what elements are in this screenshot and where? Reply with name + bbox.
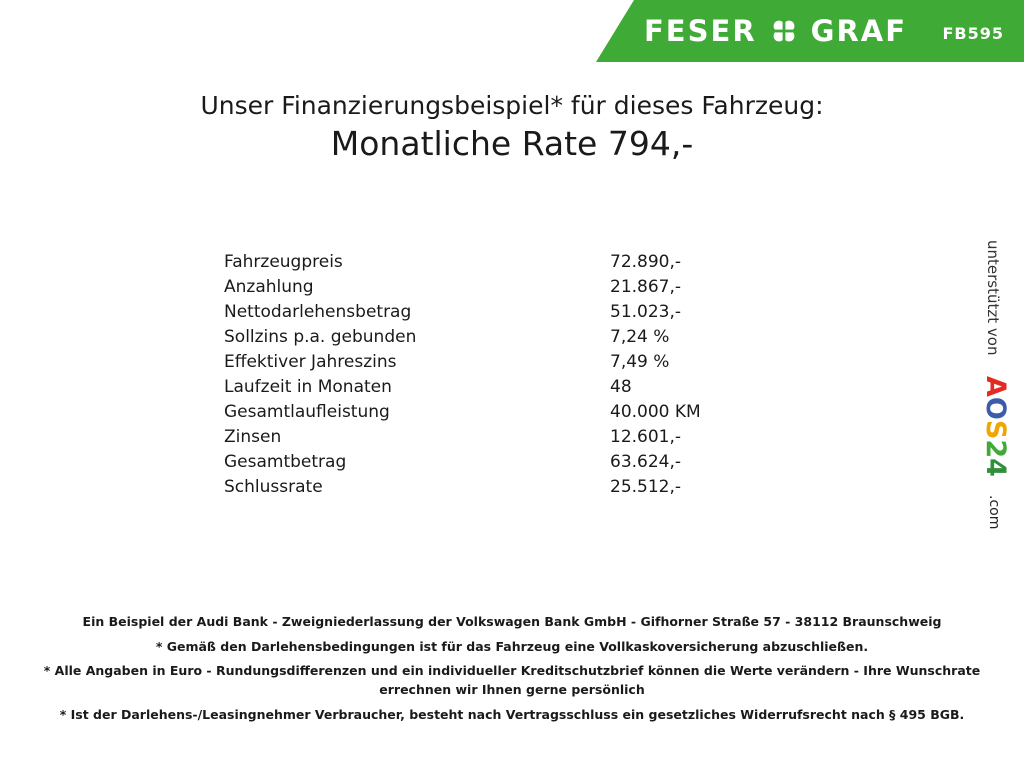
table-row <box>224 400 784 425</box>
aos24-logo <box>980 376 1011 477</box>
row-value: 63.624,- <box>610 452 682 472</box>
row-value: 25.512,- <box>610 477 682 497</box>
row-value: 72.890,- <box>610 252 682 272</box>
table-row <box>224 475 784 500</box>
brand-logo <box>644 14 907 48</box>
row-label: Effektiver Jahreszins <box>224 352 397 372</box>
vehicle-code: FB595 <box>942 24 1004 43</box>
aos24-letter-s: S <box>980 419 1011 440</box>
row-value: 7,24 % <box>610 327 670 347</box>
table-row <box>224 350 784 375</box>
row-label: Gesamtbetrag <box>224 452 347 472</box>
table-row <box>224 300 784 325</box>
row-value: 12.601,- <box>610 427 682 447</box>
table-row <box>224 450 784 475</box>
aos24-letter-o: O <box>980 396 1011 420</box>
row-value: 51.023,- <box>610 302 682 322</box>
footer-disclaimer <box>0 612 1024 724</box>
table-row <box>224 275 784 300</box>
page-title: Unser Finanzierungsbeispiel* für dieses Fahrzeug: <box>200 91 824 120</box>
footer-line: * Gemäß den Darlehensbedingungen ist für das Fahrzeug eine Vollkaskoversicherung abzuschließen. <box>155 638 869 654</box>
row-value: 48 <box>610 377 632 397</box>
finance-table <box>224 250 784 500</box>
table-row <box>224 375 784 400</box>
clover-icon <box>771 18 797 44</box>
support-sidebar <box>978 240 1024 540</box>
footer-line: * Alle Angaben in Euro - Rundungsdifferenzen und ein individueller Kreditschutzbrief können die Werte verändern - Ihre Wunschrate errechnen wir Ihnen gerne persönlich <box>43 662 981 698</box>
row-label: Nettodarlehensbetrag <box>224 302 412 322</box>
table-row <box>224 325 784 350</box>
footer-line: Ein Beispiel der Audi Bank - Zweigniederlassung der Volkswagen Bank GmbH - Gifhorner Straße 57 - 38112 Braunschweig <box>82 614 942 630</box>
brand-name-graf: GRAF <box>810 14 908 48</box>
row-value: 7,49 % <box>610 352 670 372</box>
row-value: 21.867,- <box>610 277 682 297</box>
row-label: Gesamtlaufleistung <box>224 402 390 422</box>
row-label: Fahrzeugpreis <box>224 252 343 272</box>
row-label: Sollzins p.a. gebunden <box>224 327 417 347</box>
page-header <box>0 0 1024 62</box>
brand-name-feser: FESER <box>644 14 757 48</box>
aos24-letter-4: 4 <box>980 458 1011 477</box>
title-block <box>0 92 1024 166</box>
row-value: 40.000 KM <box>610 402 701 422</box>
aos24-letter-a: A <box>980 376 1011 397</box>
row-label: Schlussrate <box>224 477 323 497</box>
supported-by-label: unterstützt von <box>984 240 1002 356</box>
monthly-rate-title: Monatliche Rate 794,- <box>330 123 694 163</box>
table-row <box>224 250 784 275</box>
row-label: Laufzeit in Monaten <box>224 377 392 397</box>
row-label: Zinsen <box>224 427 282 447</box>
row-label: Anzahlung <box>224 277 314 297</box>
aos24-domain: .com <box>986 495 1002 530</box>
aos24-letter-2: 2 <box>980 439 1011 459</box>
table-row <box>224 425 784 450</box>
footer-line: * Ist der Darlehens-/Leasingnehmer Verbraucher, besteht nach Vertragsschluss ein gesetzliches Widerrufsrecht nach § 495 BGB. <box>59 706 965 722</box>
